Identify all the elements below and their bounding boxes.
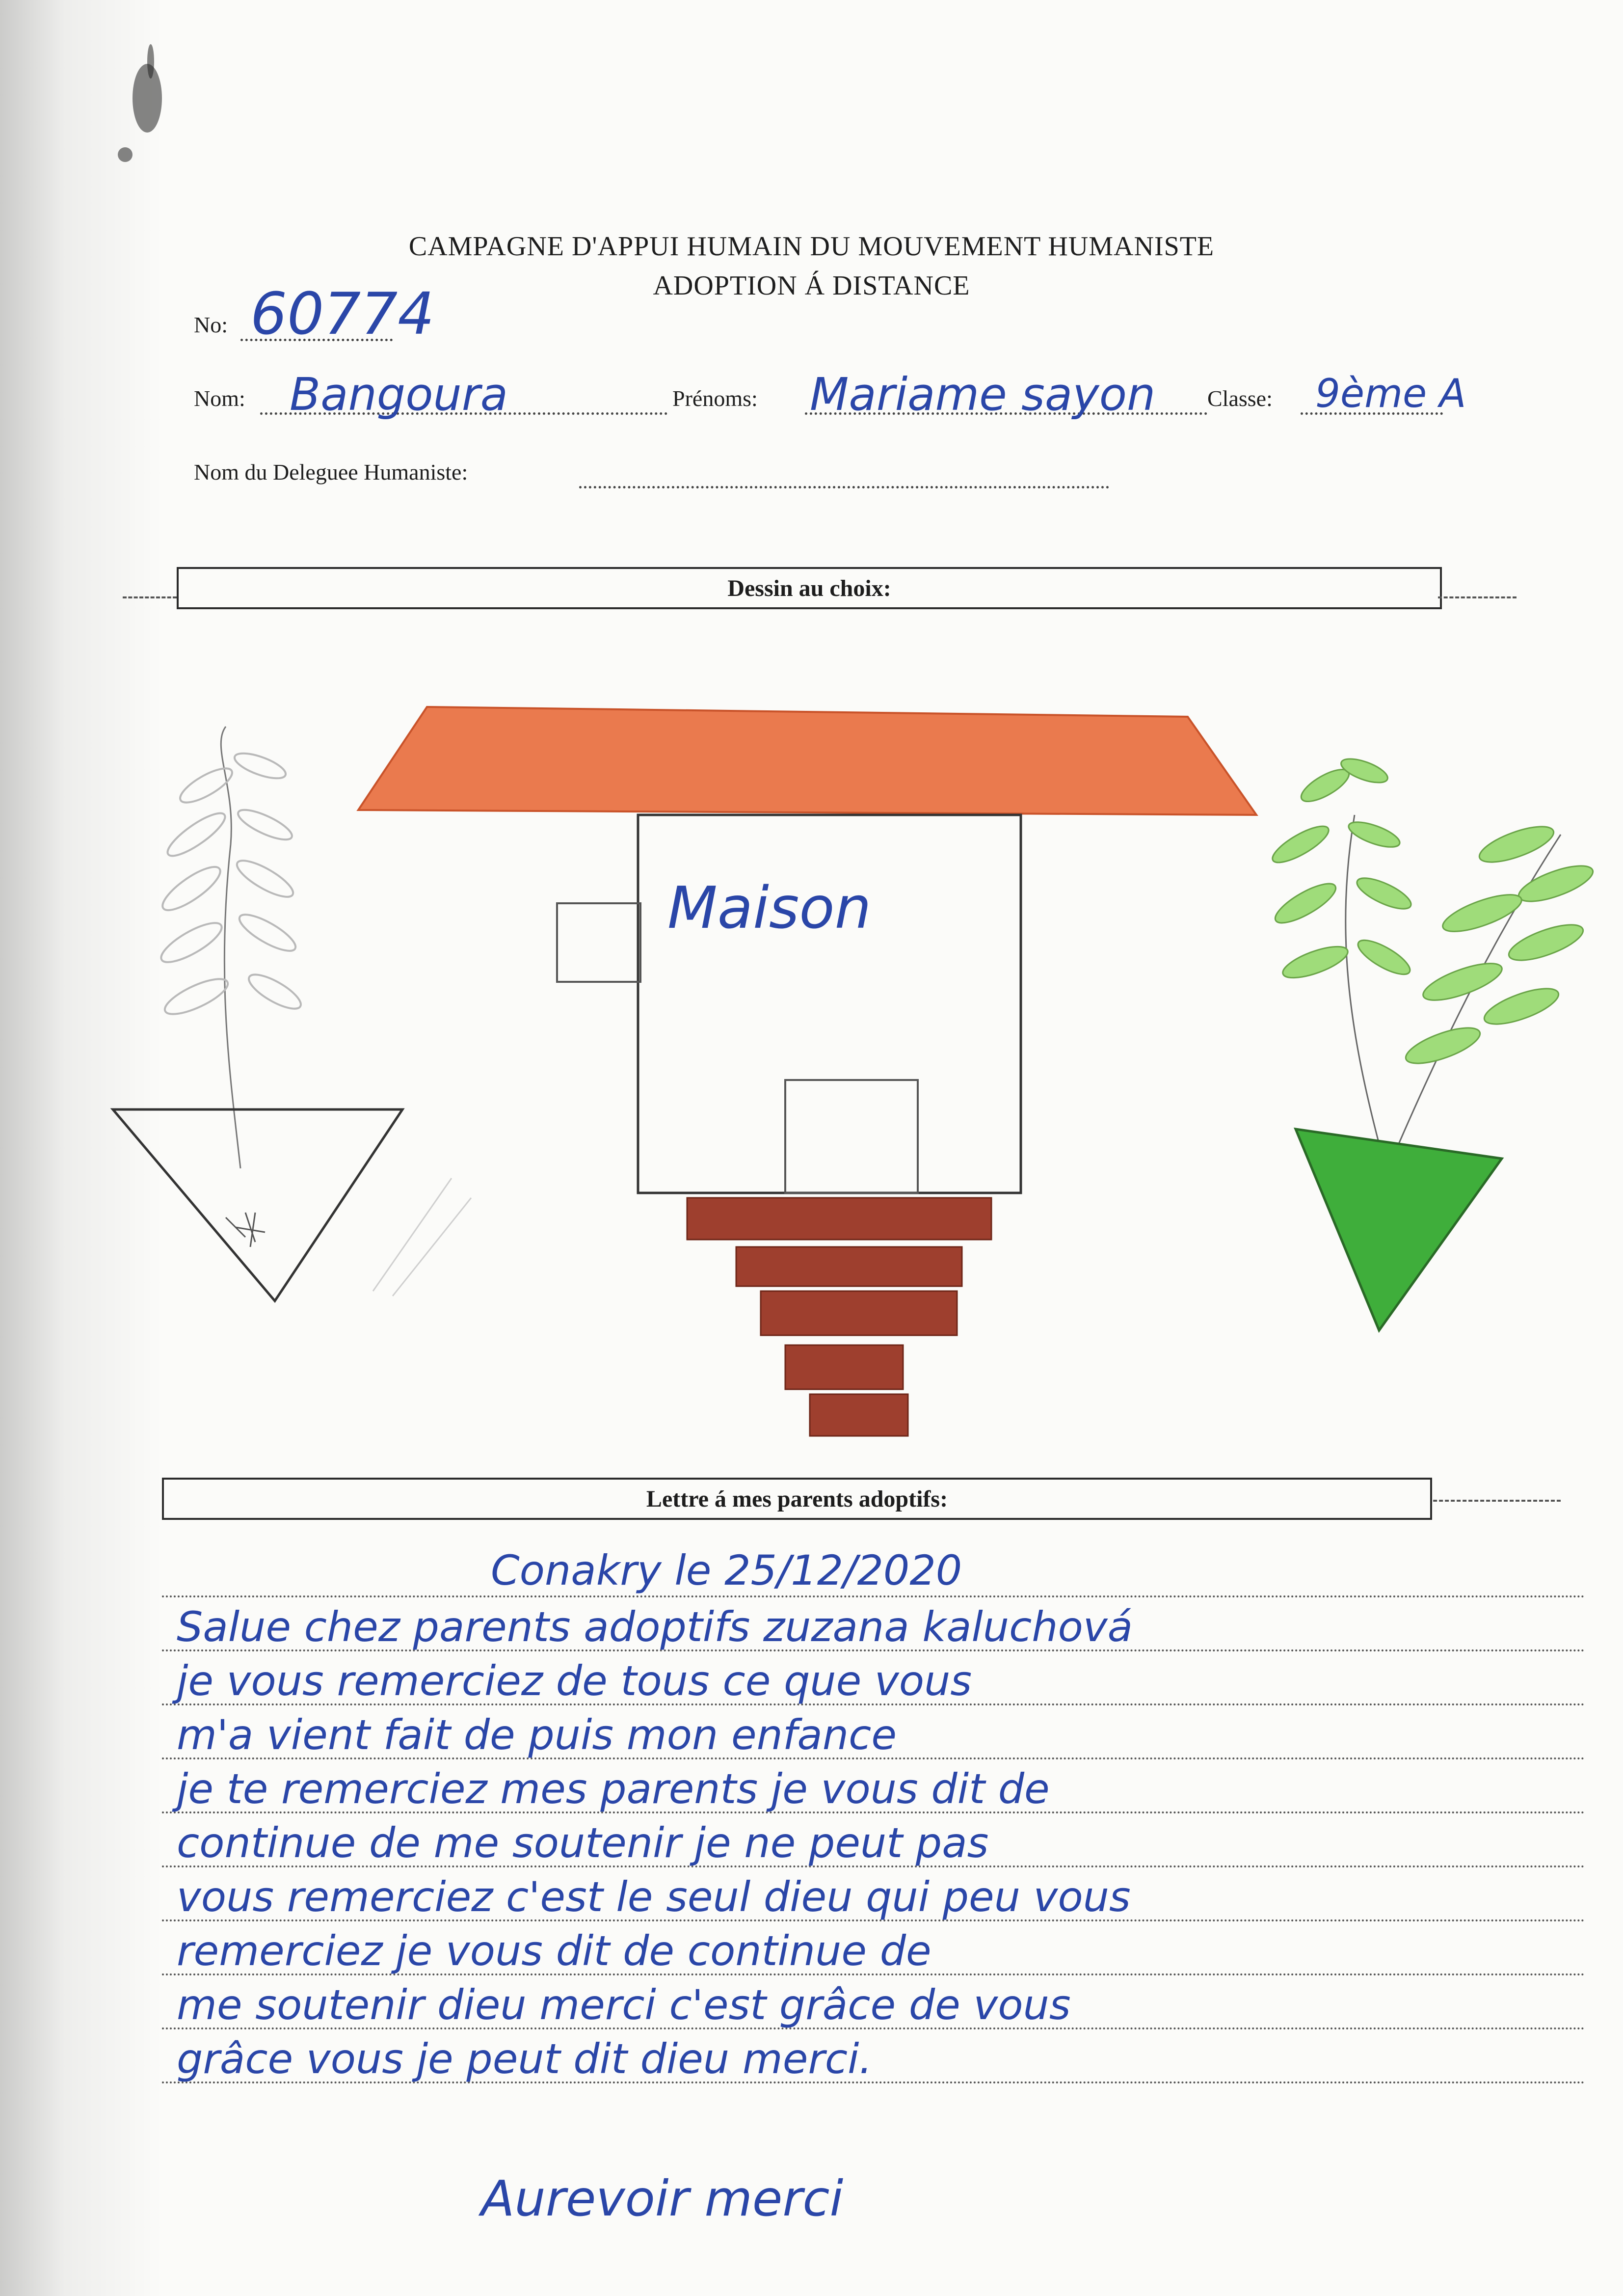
divider-dash — [1438, 596, 1517, 598]
child-drawing — [0, 638, 1623, 1473]
letter-section-title-text: Lettre á mes parents adoptifs: — [646, 1486, 948, 1512]
house-body — [638, 815, 1021, 1193]
letter-line: grâce vous je peut dit dieu merci. — [177, 2035, 873, 2083]
scan-speck — [133, 64, 162, 133]
classe-value: 9ème A — [1315, 371, 1466, 416]
letter-line-date: Conakry le 25/12/2020 — [491, 1546, 962, 1594]
letter-line: remerciez je vous dit de continue de — [177, 1927, 931, 1975]
right-pot — [1296, 1129, 1502, 1330]
prenoms-value: Mariame sayon — [810, 368, 1156, 421]
letter-section-title — [162, 1478, 1432, 1520]
nom-label: Nom: — [194, 386, 245, 411]
no-label: No: — [194, 312, 228, 337]
divider-dash — [123, 596, 177, 598]
letter-signoff: Aurevoir merci — [481, 2170, 844, 2227]
nom-value: Bangoura — [290, 368, 508, 421]
house-stairs — [687, 1198, 991, 1436]
left-plant — [156, 727, 305, 1168]
prenoms-label: Prénoms: — [672, 386, 758, 411]
letter-rule — [162, 1595, 1585, 1597]
letter-line: je te remerciez mes parents je vous dit de — [177, 1765, 1050, 1813]
scan-speck — [118, 147, 133, 162]
classe-label: Classe: — [1207, 386, 1273, 411]
scan-speck — [147, 44, 154, 79]
letter-line: continue de me soutenir je ne peut pas — [177, 1819, 989, 1867]
no-value: 60774 — [250, 280, 435, 348]
letter-line: vous remerciez c'est le seul dieu qui peu vous — [177, 1873, 1131, 1921]
delegue-label: Nom du Deleguee Humaniste: — [194, 459, 468, 485]
drawing-section-title-text: Dessin au choix: — [727, 575, 891, 601]
house-roof — [358, 707, 1256, 815]
letter-line: je vous remerciez de tous ce que vous — [177, 1657, 972, 1705]
letter-line: m'a vient fait de puis mon enfance — [177, 1711, 897, 1759]
header-title: CAMPAGNE D'APPUI HUMAIN DU MOUVEMENT HUMANISTE — [408, 231, 1215, 262]
house-door — [785, 1080, 918, 1193]
letter-line: Salue chez parents adoptifs zuzana kaluchová — [177, 1603, 1133, 1651]
letter-line: me soutenir dieu merci c'est grâce de vous — [177, 1981, 1071, 2029]
header-subtitle: ADOPTION Á DISTANCE — [653, 270, 970, 301]
right-plant — [1268, 754, 1597, 1144]
house-label: Maison — [667, 874, 872, 942]
delegue-dots — [579, 486, 1109, 488]
drawing-section-title — [177, 567, 1442, 609]
left-pot — [113, 1109, 402, 1301]
house-window — [557, 903, 640, 982]
